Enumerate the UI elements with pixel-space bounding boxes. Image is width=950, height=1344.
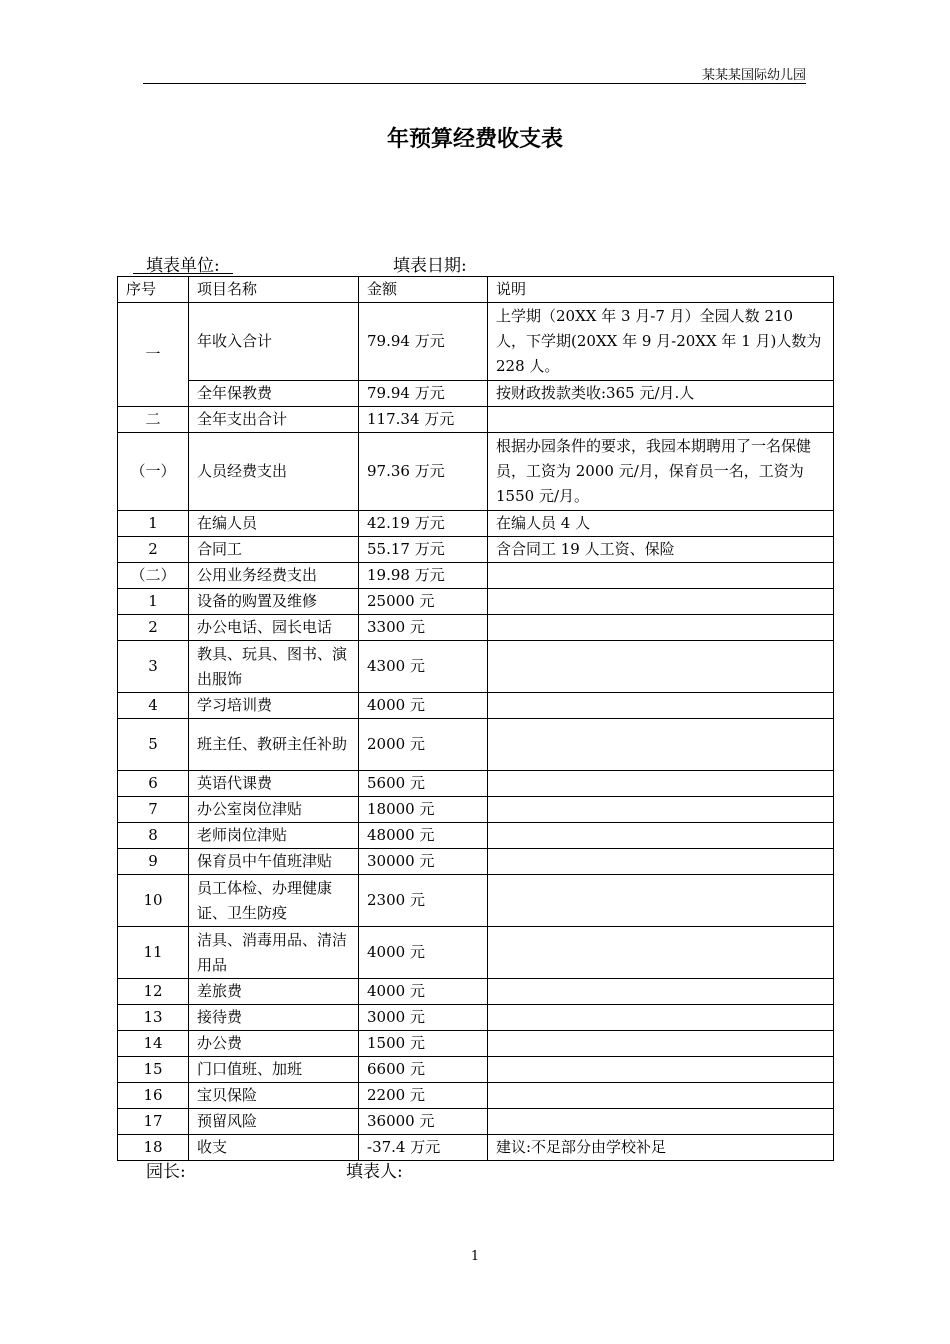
table-row	[118, 563, 834, 589]
row-note: 含合同工 19 人工资、保险	[488, 537, 834, 563]
table-row	[118, 849, 834, 875]
row-seq: 14	[118, 1031, 189, 1057]
row-amount: 4000 元	[359, 927, 488, 979]
fill-unit-underline	[133, 273, 233, 274]
page-title: 年预算经费收支表	[386, 127, 563, 152]
table-row	[118, 407, 834, 433]
header-org-name: 某某某国际幼儿园	[701, 68, 806, 83]
row-item-name: 教具、玩具、图书、演出服饰	[189, 641, 359, 693]
row-note	[488, 771, 834, 797]
row-seq: 16	[118, 1083, 189, 1109]
row-note	[488, 641, 834, 693]
row-amount: 2000 元	[359, 719, 488, 771]
row-seq: 13	[118, 1005, 189, 1031]
row-note	[488, 719, 834, 771]
row-item-name: 差旅费	[189, 979, 359, 1005]
row-seq: 1	[118, 511, 189, 537]
table-row	[118, 1005, 834, 1031]
table-row	[118, 927, 834, 979]
fill-unit-label: 填表单位:	[146, 256, 220, 276]
table-row	[118, 589, 834, 615]
row-amount: 1500 元	[359, 1031, 488, 1057]
row-amount: 117.34 万元	[359, 407, 488, 433]
row-note	[488, 1109, 834, 1135]
row-item-name: 预留风险	[189, 1109, 359, 1135]
row-amount: 2300 元	[359, 875, 488, 927]
row-item-name: 人员经费支出	[189, 433, 359, 511]
row-note: 根据办园条件的要求，我园本期聘用了一名保健员，工资为 2000 元/月，保育员一名，工资为 1550 元/月。	[488, 433, 834, 511]
row-note	[488, 589, 834, 615]
row-note	[488, 1057, 834, 1083]
row-note	[488, 1083, 834, 1109]
row-seq: 5	[118, 719, 189, 771]
row-seq: （二）	[118, 563, 189, 589]
row-amount: 4300 元	[359, 641, 488, 693]
row-note	[488, 1031, 834, 1057]
row-note	[488, 797, 834, 823]
row-item-name: 年收入合计	[189, 303, 359, 381]
row-amount: 18000 元	[359, 797, 488, 823]
table-row	[118, 771, 834, 797]
row-amount: 30000 元	[359, 849, 488, 875]
table-row	[118, 1135, 834, 1161]
row-note: 在编人员 4 人	[488, 511, 834, 537]
header-note: 说明	[488, 277, 834, 303]
row-amount: 79.94 万元	[359, 303, 488, 381]
row-seq: 二	[118, 407, 189, 433]
row-seq: 17	[118, 1109, 189, 1135]
row-amount: 3300 元	[359, 615, 488, 641]
table-row	[118, 979, 834, 1005]
row-amount: 2200 元	[359, 1083, 488, 1109]
row-seq: 3	[118, 641, 189, 693]
table-row	[118, 641, 834, 693]
principal-label: 园长:	[146, 1162, 186, 1182]
table-row	[118, 381, 834, 407]
row-amount: 36000 元	[359, 1109, 488, 1135]
row-item-name: 老师岗位津贴	[189, 823, 359, 849]
header-amount: 金额	[359, 277, 488, 303]
row-seq: 11	[118, 927, 189, 979]
row-item-name: 宝贝保险	[189, 1083, 359, 1109]
row-amount: 4000 元	[359, 979, 488, 1005]
row-amount: 42.19 万元	[359, 511, 488, 537]
table-row	[118, 303, 834, 381]
row-seq: 15	[118, 1057, 189, 1083]
row-note	[488, 823, 834, 849]
row-item-name: 全年支出合计	[189, 407, 359, 433]
row-amount: 3000 元	[359, 1005, 488, 1031]
row-item-name: 学习培训费	[189, 693, 359, 719]
row-amount: 97.36 万元	[359, 433, 488, 511]
row-item-name: 办公电话、园长电话	[189, 615, 359, 641]
row-item-name: 设备的购置及维修	[189, 589, 359, 615]
row-item-name: 班主任、教研主任补助	[189, 719, 359, 771]
row-amount: 79.94 万元	[359, 381, 488, 407]
table-row	[118, 1057, 834, 1083]
table-row	[118, 1083, 834, 1109]
row-amount: 19.98 万元	[359, 563, 488, 589]
row-note: 建议:不足部分由学校补足	[488, 1135, 834, 1161]
row-note	[488, 407, 834, 433]
row-seq: 9	[118, 849, 189, 875]
table-row	[118, 537, 834, 563]
row-seq: 8	[118, 823, 189, 849]
row-seq: 2	[118, 537, 189, 563]
table-row	[118, 797, 834, 823]
row-note	[488, 1005, 834, 1031]
table-header-row	[118, 277, 834, 303]
row-note	[488, 849, 834, 875]
row-seq: 12	[118, 979, 189, 1005]
row-item-name: 保育员中午值班津贴	[189, 849, 359, 875]
table-row	[118, 615, 834, 641]
row-amount: 25000 元	[359, 589, 488, 615]
header-rule	[143, 83, 806, 84]
row-seq: （一）	[118, 433, 189, 511]
table-row	[118, 693, 834, 719]
row-amount: -37.4 万元	[359, 1135, 488, 1161]
table-row	[118, 1109, 834, 1135]
header-item-name: 项目名称	[189, 277, 359, 303]
row-item-name: 员工体检、办理健康证、卫生防疫	[189, 875, 359, 927]
row-seq: 18	[118, 1135, 189, 1161]
row-item-name: 收支	[189, 1135, 359, 1161]
row-item-name: 洁具、消毒用品、清洁用品	[189, 927, 359, 979]
row-note: 按财政拨款类收:365 元/月.人	[488, 381, 834, 407]
row-seq: 2	[118, 615, 189, 641]
row-item-name: 在编人员	[189, 511, 359, 537]
row-seq: 6	[118, 771, 189, 797]
header-seq: 序号	[118, 277, 189, 303]
table-row	[118, 433, 834, 511]
row-note	[488, 979, 834, 1005]
row-seq: 1	[118, 589, 189, 615]
row-note	[488, 875, 834, 927]
row-note	[488, 563, 834, 589]
row-amount: 55.17 万元	[359, 537, 488, 563]
budget-table	[117, 276, 834, 1161]
page-number: 1	[470, 1249, 480, 1264]
row-item-name: 接待费	[189, 1005, 359, 1031]
row-item-name: 办公室岗位津贴	[189, 797, 359, 823]
table-row	[118, 511, 834, 537]
table-row	[118, 823, 834, 849]
row-amount: 5600 元	[359, 771, 488, 797]
table-row	[118, 719, 834, 771]
table-row	[118, 875, 834, 927]
row-item-name: 办公费	[189, 1031, 359, 1057]
row-seq: 一	[118, 303, 189, 407]
row-note	[488, 927, 834, 979]
row-seq: 10	[118, 875, 189, 927]
row-amount: 48000 元	[359, 823, 488, 849]
row-note: 上学期（20XX 年 3 月-7 月）全园人数 210 人，下学期(20XX 年 9 月-20XX 年 1 月)人数为 228 人。	[488, 303, 834, 381]
row-seq: 4	[118, 693, 189, 719]
row-note	[488, 615, 834, 641]
row-item-name: 英语代课费	[189, 771, 359, 797]
row-item-name: 合同工	[189, 537, 359, 563]
row-item-name: 公用业务经费支出	[189, 563, 359, 589]
row-item-name: 全年保教费	[189, 381, 359, 407]
row-item-name: 门口值班、加班	[189, 1057, 359, 1083]
row-amount: 6600 元	[359, 1057, 488, 1083]
row-seq: 7	[118, 797, 189, 823]
row-note	[488, 693, 834, 719]
fill-date-label: 填表日期:	[393, 256, 467, 276]
form-filler-label: 填表人:	[346, 1162, 403, 1182]
table-row	[118, 1031, 834, 1057]
row-amount: 4000 元	[359, 693, 488, 719]
